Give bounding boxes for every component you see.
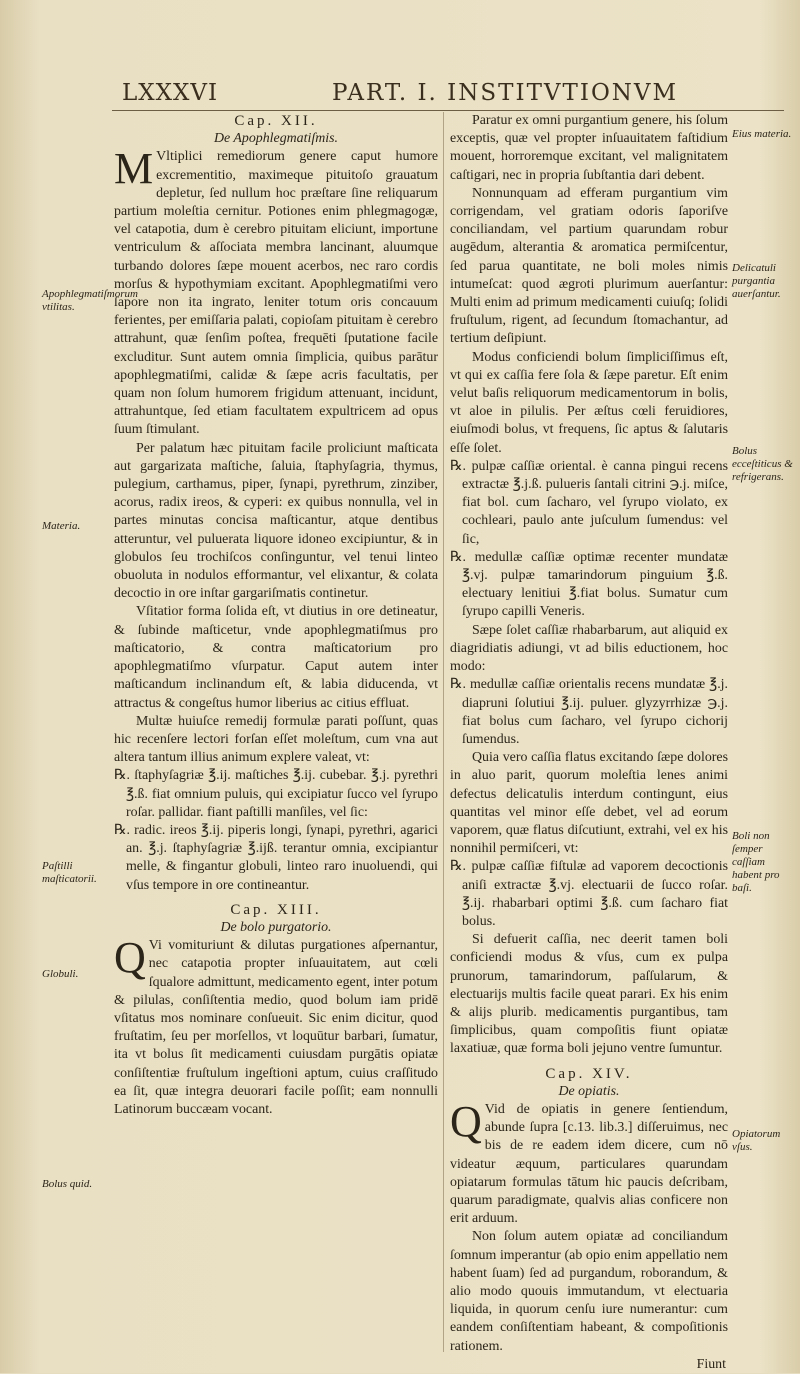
recipe: ℞. medullæ caſſiæ orientalis recens mundatæ ℥.j. diapruni ſolutiui ℥.ij. puluer. glyzyrrhizæ ℈.j. fiat bolus cum ſacharo, vel ſyrupo cichorij ſumendus. [450,677,728,747]
paragraph: Non ſolum autem opiatæ ad conciliandum ſomnum imperantur (ab opio enim appellatio nem habent ſuam) ſed ad purgandum, roborandum, & alio modo quouis immutandum, vt electuaria liquida, in quorum cenſu iure numerantur: cum eandem conſiſtentiam habeant, & compoſitionis rationem. [450,1229,728,1354]
margin-note: Apophlegmatiſmorum vtilitas. [42,288,138,313]
chapter-12-title: Cap. XII. [234,113,318,129]
paragraph: Vſitatior forma ſolida eſt, vt diutius in ore detineatur, & ſubinde maſticetur, vnde apophlegmatiſmus pro maſticatorio, & contra maſticatorium pro apophlegmatiſmo vſurpatur. Caput autem inter maſticandum inclinandum eſt, & labia diducenda, vt attractus & congeſtus humor liberius ac citius effluat. [114,604,438,711]
paragraph: Paratur ex omni purgantium genere, his ſolum exceptis, quæ vel propter inſuauitatem faſtidium mouent, horroremque excitant, vel malignitatem caſtigari, nec in propria ſubſtantia dari debent. [450,113,728,183]
drop-cap: Q [450,1096,482,1146]
margin-note: Paſtilli maſticatorii. [42,860,97,885]
paragraph: Nonnunquam ad efferam purgantium vim corrigendam, vel gratiam odoris ſaporiſve conciliandam, vel partium quarundam robur augēdum, alterantia & aromatica permiſcentur, ſed parua quantitate, ne boli moles nimis intumeſcat: quod ægroti plurimum auerſantur: Multi enim ad primum medicamenti cuiuſq; ſolidi fruſtulum, rigent, ad ſecundum ſtomachantur, ad tertium deſipiunt. [450,185,728,347]
paragraph: Quia vero caſſia flatus excitando ſæpe dolores in aluo parit, quorum moleſtia lenes animi defectus delicatulis interdum contingunt, eius quantitas vel minor eſſe debet, vel ad eorum vaporem, quæ flatus diſcutiunt, extrahi, vel ex his nonnihil permiſceri, vt: [450,750,728,857]
chapter-14-title: Cap. XIV. [545,1065,633,1082]
drop-cap: M [114,144,154,194]
chapter-13-paragraph: Q Vi vomituriunt & dilutas purgationes aſpernantur, nec catapotia propter inſuauitatem, aut cœli ſqualore admittunt, medicamento egent, inter potum & pilulas, conſiſtentia medio, quod bolum iam pridē vſitatus mos nominare conſueuit. Sic enim dicitur, quod fruſtatim, ſeu per morſellos, vt loquūtur barbari, ſumatur, ita vt bolus ſit medicamenti cuiusdam purgātis opiatæ conſiſtentiæ fruſtulum ingeſtioni aptum, cuius craſſitudo ea ſit, quæ integra deuorari facile poſſit; eam nonnulli Latinorum buccæam vocant. [114,933,438,1117]
paragraph: Si defuerit caſſia, nec deerit tamen boli conficiendi modus & vſus, cum ex pulpa prunorum, tamarindorum, paſſularum, & electuarijs multis facile queat parari. Ex his enim & alijs plurib. medicamentis purgantibus, tam ſimplicibus, quam compoſitis fiunt opiatæ laxatiuæ, quæ forma boli jejuno ventre ſumuntur. [450,932,728,1057]
margin-note: Boli non ſemper caſſiam habent pro baſi. [732,830,780,894]
margin-note: Opiatorum vſus. [732,1128,781,1153]
catchword: Fiunt [696,1356,726,1372]
margin-note: Delicatuli purgantia auerſantur. [732,262,781,300]
recipe: ℞. pulpæ caſſiæ fiſtulæ ad vaporem decoctionis aniſi extractæ ℥.vj. electuarii de ſucco roſar. ℥.ij. rhabarbari optimi ℥.ß. cum ſacharo fiat bolus. [450,859,728,929]
chapter-13-title: Cap. XIII. [230,901,322,918]
page-folio: LXXXVI [122,80,219,106]
chapter-13-subtitle: De bolo purgatorio. [220,919,332,935]
chapter-14-paragraph: Q Vid de opiatis in genere ſentiendum, abunde ſupra [c.13. lib.3.] diſſeruimus, nec bis de re eadem idem dicere, cum nō videatur æquum, particulares quarundam opiatarum formulas tātum hic paucis deſcribam, quarum paradigmate, qualvis alias conficere non erit arduum. [450,1096,728,1227]
drop-cap: Q [114,933,146,983]
running-title: PART. I. INSTITVTIONVM [332,80,679,106]
margin-note: Bolus ecceſtiticus & refrigerans. [732,445,793,483]
chapter-12-subtitle: De Apophlegmatiſmis. [214,131,338,147]
paragraph: Per palatum hæc pituitam facile proliciunt maſticata aut gargarizata maſtiche, ſaluia, ſtaphyſagria, thymus, pulegium, carthamus, piper, ſynapi, pyrethrum, zinziber, acorus, radix ireos, & cyperi: ex quibus nonnulla, vel in partes minutas concisa maſticantur, atque dentibus atteruntur, vel puluerata liquore idoneo excipiuntur, & in globulos ſeu trochiſcos conſinguntur, vel tenui linteo obuoluta in nodulos efformantur, vel elixantur, & colata decoctio in ore inſtar gargariſmatis continetur. [114,440,438,602]
chapter-12-paragraph: M Vltiplici remediorum genere caput humore excrementitio, maximeque pituitoſo grauatum depletur, ſed nullum hoc præſtare ſine reliquarum partium moleſtia cernitur. Potiones enim phlegmagogæ, vel catapotia, dum è cerebro pituitam eliciunt, importune ventriculum & aſſociata membra lancinant, aluumque turbando dolores ſæpe mouent acerbos, nec raro cordis morſus & hypothymiam excitant. Apophlegmatiſmi vero ſapore non ita ingrato, leniter totum oris concauum ferientes, per emiſſaria palati, copioſam pituitam è cerebro attrahunt, quæ ſenſim poſtea, frequēti ſputatione facile excluditur. Sunt autem omnia ſimplicia, quibus parātur apophlegmatiſmi, calidæ & ſæpe acris facultatis, per quam non ſolum humorem frigidum attenuant, incidunt, attrahuntque, ſed etiam facultatem expultricem ad opus ſuum ſtimulant. [114,144,438,438]
paragraph: Modus conficiendi bolum ſimpliciſſimus eſt, vt qui ex caſſia fere ſola & ſæpe paretur. Eſt enim velut baſis reliquorum medicamentorum in bolis, vt aloe in pilulis. Per æſtus cœli feruidiores, eiuſmodi bolus, vt frequens, ſic aptus & ſalutaris eſſe ſolet. [450,349,728,456]
paragraph: Sæpe ſolet caſſiæ rhabarbarum, aut aliquid ex diagridiatis adiungi, vt ad bilis eductionem, hoc modo: [450,622,728,675]
margin-note: Bolus quid. [42,1178,93,1190]
margin-note: Materia. [42,520,81,532]
recipe: ℞. ſtaphyſagriæ ℥.ij. maſtiches ℥.ij. cubebar. ℥.j. pyrethri ℥.ß. fiat omnium puluis, qui excipiatur ſucco vel ſyrupo roſar. pallidar. fiant paſtilli manſiles, vel ſic: [114,768,438,820]
recipe: ℞. medullæ caſſiæ optimæ recenter mundatæ ℥.vj. pulpæ tamarindorum pinguium ℥.ß. electuary lenitiui ℥.fiat bolus. Sumatur cum ſyrupo capilli Veneris. [450,549,728,620]
column-divider [443,112,444,1352]
margin-note: Eius materia. [732,128,792,140]
recipe: ℞. pulpæ caſſiæ oriental. è canna pingui recens extractæ ℥.j.ß. pulueris ſantali citrini ℈.j. miſce, fiat bol. cum ſacharo, vel ſyrupo violato, ex cochleari, paulo ante juſculum ſumendus: vel ſic, [450,458,728,547]
paragraph: Multæ huiuſce remedij formulæ parati poſſunt, quas hic recenſere lectori forſan eſſet moleſtum, cum vna aut altera tantum illius animum explere valeat, vt: [114,713,438,766]
left-column [114,112,438,1119]
header-rule [112,110,784,111]
margin-note: Globuli. [42,968,79,980]
chapter-14-subtitle: De opiatis. [558,1083,620,1099]
right-column [450,112,728,1374]
recipe: ℞. radic. ireos ℥.ij. piperis longi, ſynapi, pyrethri, agarici an. ℥.j. ſtaphyſagriæ ℥.ijß. terantur omnia, excipiantur melle, & fingantur globuli, linteo raro inuoluendi, qui vſus tempore in ore contineantur. [114,822,438,893]
